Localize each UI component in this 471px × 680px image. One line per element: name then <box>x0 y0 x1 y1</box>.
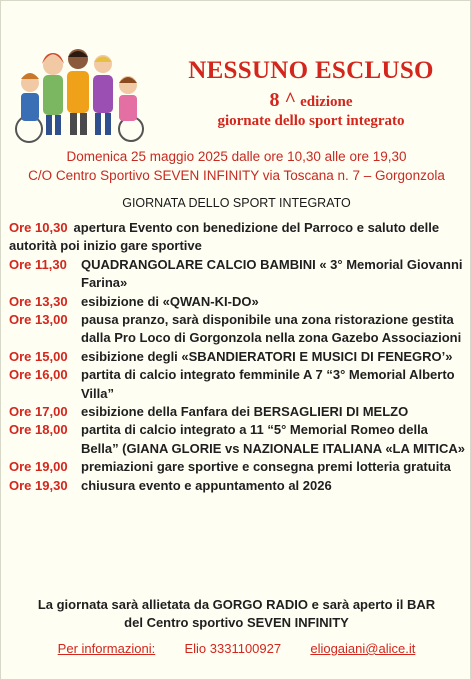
contact-phone: Elio 3331100927 <box>184 641 282 656</box>
schedule-list <box>9 219 467 495</box>
entry-text: pausa pranzo, sarà disponibile una zona ristorazione gestita dalla Pro Loco di Gorgonzola nella zona Gazebo Associazioni <box>81 312 462 346</box>
edition-label: edizione <box>300 94 353 110</box>
schedule-entry <box>9 348 467 366</box>
footer-line-2: del Centro sportivo SEVEN INFINITY <box>124 615 349 631</box>
schedule-entry <box>9 403 467 421</box>
footer-note <box>1 596 471 633</box>
contact-line <box>1 641 471 656</box>
entry-time: Ore 10,30 <box>9 220 68 235</box>
entry-text: esibizione di «QWAN-KI-DO» <box>81 293 259 309</box>
section-title: GIORNATA DELLO SPORT INTEGRATO <box>122 196 351 210</box>
entry-time: Ore 13,00 <box>9 312 68 328</box>
event-venue: C/O Centro Sportivo SEVEN INFINITY via Toscana n. 7 – Gorgonzola <box>28 168 445 183</box>
entry-text: partita di calcio integrato a 11 “5° Memorial Romeo della Bella” (GIANA GLORIE vs NAZIONALE ITALIANA «LA MITICA» <box>81 422 466 456</box>
entry-text: partita di calcio integrato femminile A 7 “3° Memorial Alberto Villa” <box>81 367 455 401</box>
entry-time: Ore 15,00 <box>9 348 68 364</box>
entry-time: Ore 17,00 <box>9 404 68 420</box>
schedule-entry <box>9 366 467 403</box>
footer-line-1: La giornata sarà allietata da GORGO RADIO e sarà aperto il BAR <box>37 597 436 612</box>
entry-time: Ore 11,30 <box>9 256 67 272</box>
entry-text: esibizione degli «SBANDIERATORI E MUSICI DI FENEGRO’» <box>81 348 453 364</box>
edition-line <box>156 89 466 112</box>
entry-text: QUADRANGOLARE CALCIO BAMBINI « 3° Memorial Giovanni Farina» <box>81 256 463 291</box>
schedule-entry <box>9 256 467 293</box>
entry-text: esibizione della Fanfara dei BERSAGLIERI DI MELZO <box>81 404 409 420</box>
edition-number: 8 ^ <box>269 89 297 111</box>
schedule-entry <box>9 311 467 348</box>
event-title: NESSUNO ESCLUSO <box>188 57 434 84</box>
entry-text: premiazioni gare sportive e consegna premi lotteria gratuita <box>81 459 451 475</box>
children-illustration <box>9 31 149 143</box>
info-link[interactable]: Per informazioni: <box>57 641 156 656</box>
email-link[interactable]: eliogaiani@alice.it <box>310 641 416 656</box>
entry-time: Ore 18,00 <box>9 422 68 438</box>
entry-text: apertura Evento con benedizione del Parroco e saluto delle autorità poi inizio gare sportive <box>9 220 440 254</box>
entry-time: Ore 19,00 <box>9 459 68 475</box>
schedule-entry <box>9 421 467 458</box>
entry-time: Ore 16,00 <box>9 367 68 383</box>
schedule-entry <box>9 293 467 311</box>
schedule-entry <box>9 458 467 476</box>
entry-time: Ore 19,30 <box>9 477 68 493</box>
schedule-entry <box>9 219 467 256</box>
entry-text: chiusura evento e appuntamento al 2026 <box>81 477 332 493</box>
event-date: Domenica 25 maggio 2025 dalle ore 10,30 alle ore 19,30 <box>66 149 407 164</box>
entry-time: Ore 13,30 <box>9 293 68 309</box>
schedule-entry <box>9 477 467 495</box>
event-subtitle: giornate dello sport integrato <box>217 113 405 129</box>
